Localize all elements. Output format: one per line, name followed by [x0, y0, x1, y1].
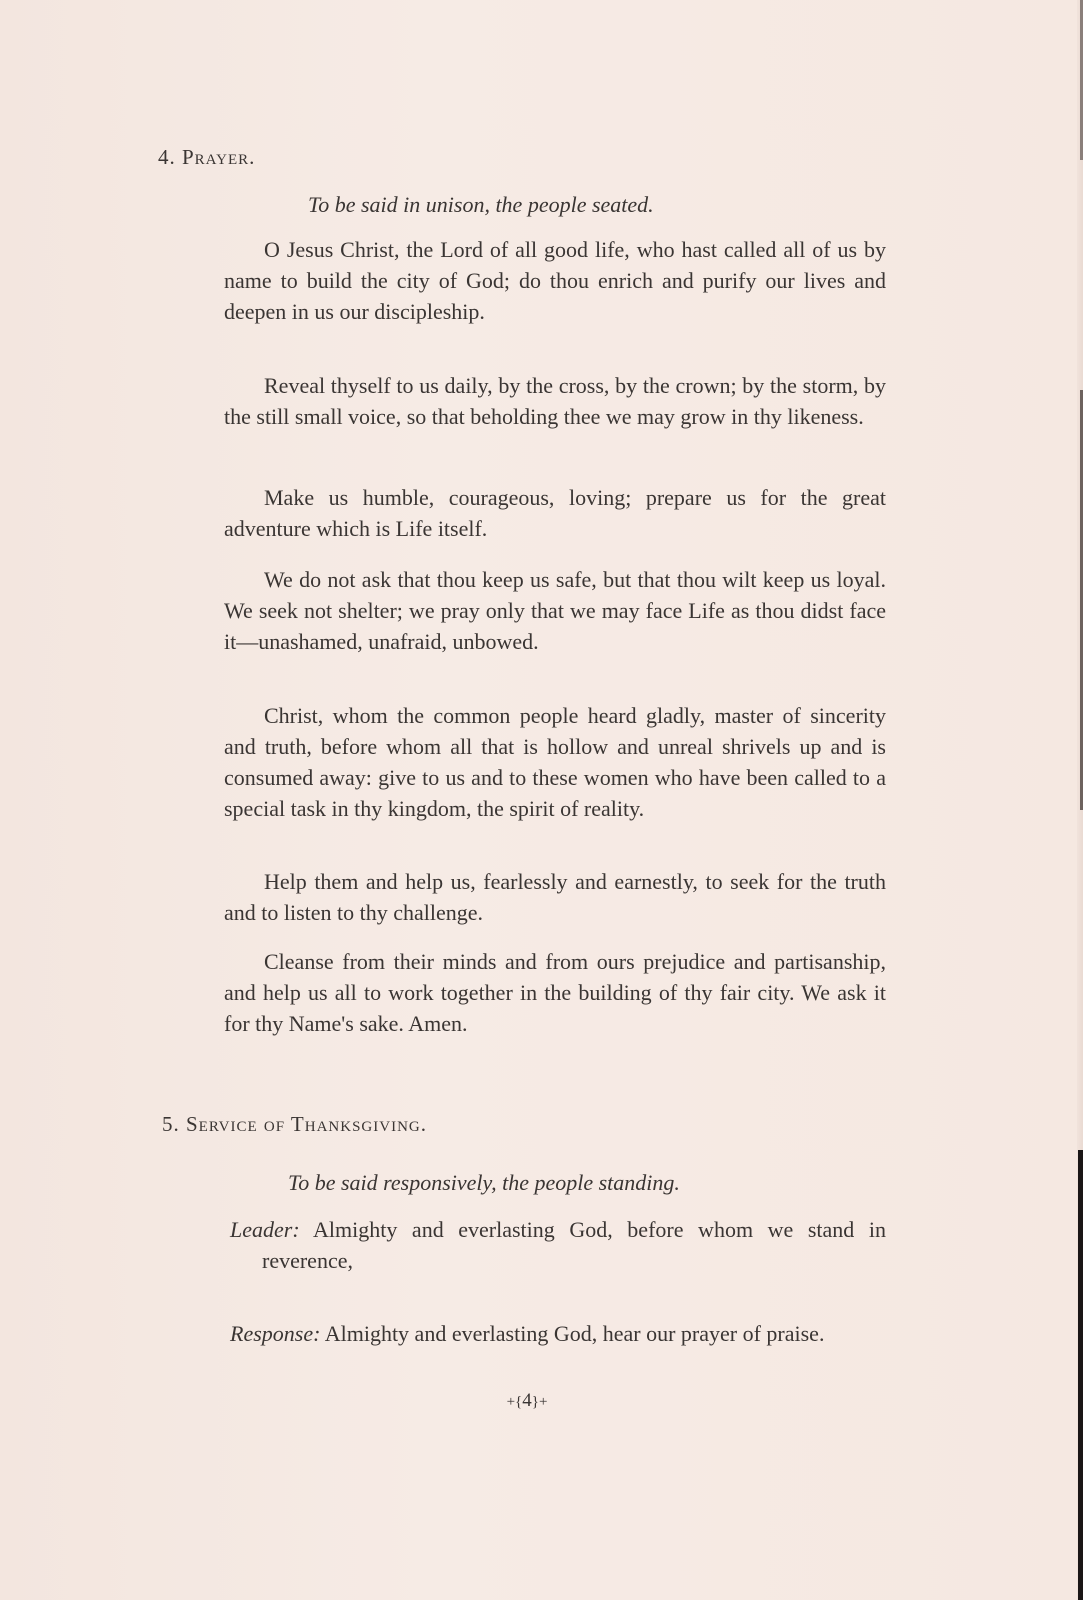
page-folio — [482, 1390, 572, 1412]
leader-text: Almighty and everlasting God, before whom we stand in reverence, — [262, 1217, 886, 1273]
prayer-rubric: To be said in unison, the people seated. — [308, 192, 654, 217]
prayer-paragraph-4: We do not ask that thou keep us safe, but that thou wilt keep us loyal. We seek not shelter; we pray only that we may face Life as thou didst face it—unashamed, unafraid, unbowed. — [224, 567, 886, 654]
folio-left-ornament: +{ — [506, 1394, 523, 1410]
thanksgiving-rubric: To be said responsively, the people standing. — [288, 1170, 680, 1195]
thanksgiving-title: Service of Thanksgiving. — [186, 1112, 428, 1136]
prayer-number: 4. — [158, 145, 176, 169]
leader-line — [230, 1214, 886, 1276]
leader-label: Leader: — [230, 1217, 300, 1242]
prayer-paragraph-3: Make us humble, courageous, loving; prepare us for the great adventure which is Life itself. — [224, 485, 886, 541]
response-text: Almighty and everlasting God, hear our prayer of praise. — [324, 1321, 825, 1346]
prayer-paragraph-5: Christ, whom the common people heard gladly, master of sincerity and truth, before whom all that is hollow and unreal shrivels up and is consumed away: give to us and to these women who have been called to a special task in thy kingdom, the spirit of reality. — [224, 703, 886, 821]
page-number: 4 — [522, 1390, 532, 1411]
prayer-paragraph-6: Help them and help us, fearlessly and earnestly, to seek for the truth and to listen to thy challenge. — [224, 869, 886, 925]
thanksgiving-heading — [162, 1112, 427, 1137]
edge-shadow-bottom — [1078, 1150, 1083, 1600]
folio-right-ornament: }+ — [531, 1394, 548, 1410]
prayer-title: Prayer. — [182, 145, 256, 169]
prayer-paragraph-2: Reveal thyself to us daily, by the cross, by the crown; by the storm, by the still small voice, so that beholding thee we may grow in thy likeness. — [224, 373, 886, 429]
prayer-heading — [158, 145, 255, 170]
response-line — [230, 1318, 886, 1349]
thanksgiving-number: 5. — [162, 1112, 180, 1136]
prayer-paragraph-1: O Jesus Christ, the Lord of all good life, who hast called all of us by name to build the city of God; do thou enrich and purify our lives and deepen in us our discipleship. — [224, 237, 886, 324]
prayer-paragraph-7: Cleanse from their minds and from ours prejudice and partisanship, and help us all to work together in the building of thy fair city. We ask it for thy Name's sake. Amen. — [224, 949, 886, 1036]
response-label: Response: — [230, 1321, 321, 1346]
